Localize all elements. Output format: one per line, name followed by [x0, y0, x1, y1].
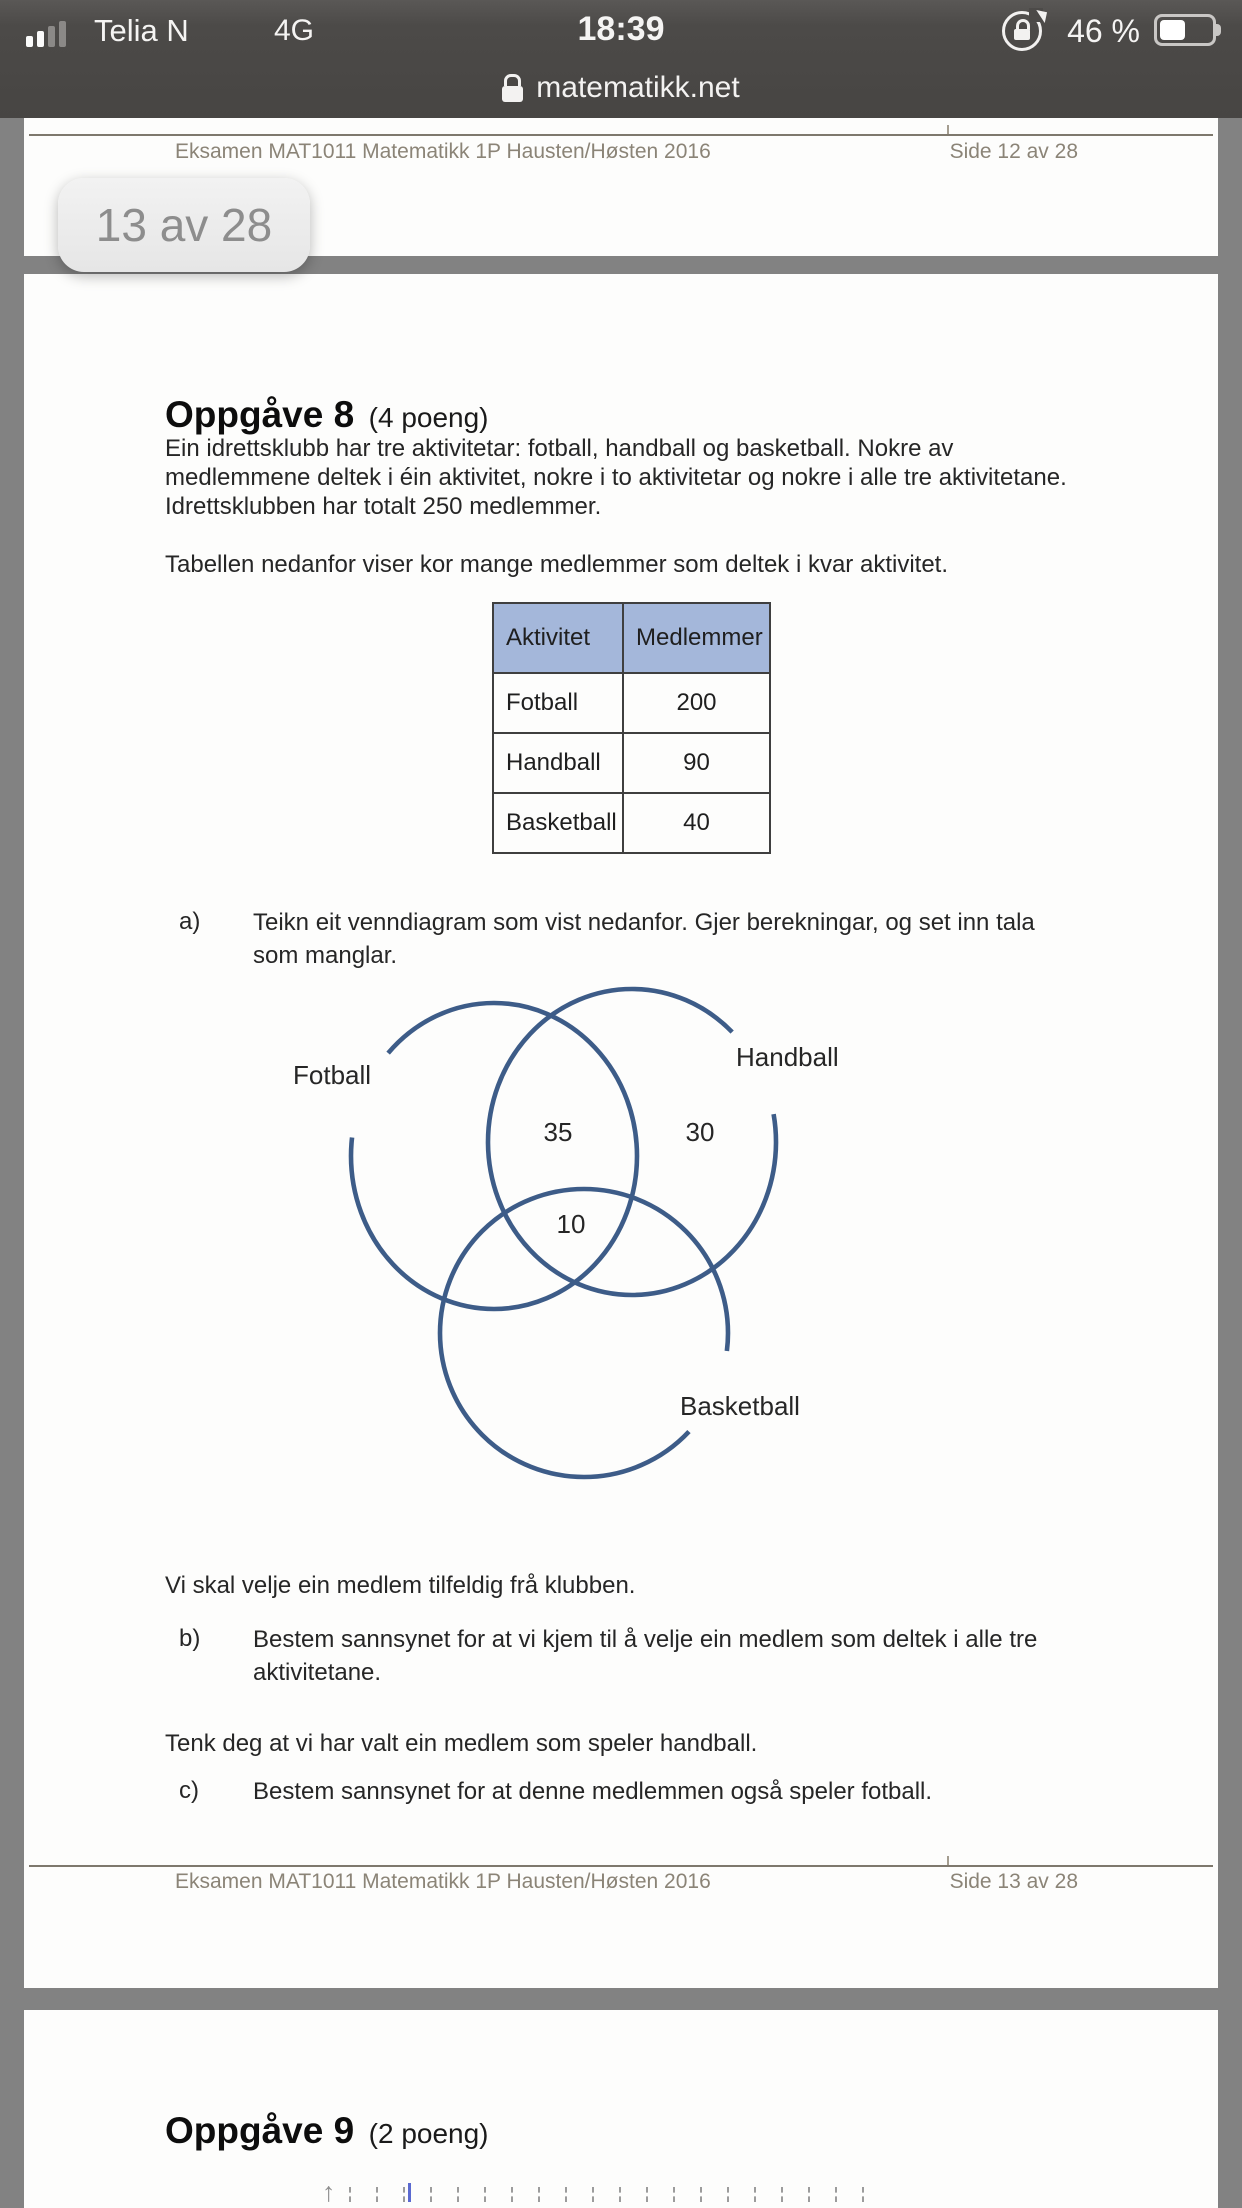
- footer-page-number: Side 13 av 28: [949, 1870, 1078, 1893]
- col-medlemmer: Medlemmer: [623, 603, 770, 673]
- rotation-lock-body: [1014, 29, 1030, 40]
- footer-page-number: Side 12 av 28: [949, 140, 1078, 163]
- venn-label-fotball: Fotball: [293, 1060, 372, 1090]
- cell-activity: Basketball: [493, 793, 623, 853]
- gridline-tick: [592, 2187, 594, 2202]
- col-aktivitet: Aktivitet: [493, 603, 623, 673]
- blue-gridline-tick: [408, 2183, 411, 2202]
- cell-activity: Fotball: [493, 673, 623, 733]
- cell-members: 90: [623, 733, 770, 793]
- table-header-row: [493, 603, 770, 673]
- battery-nub: [1216, 24, 1221, 36]
- footer-rule: [29, 1865, 1213, 1867]
- question-b-label: b): [179, 1625, 201, 1652]
- pdf-viewer[interactable]: [0, 118, 1242, 2208]
- pdf-page-13: [24, 274, 1218, 1988]
- handball-note: Tenk deg at vi har valt ein medlem som speler handball.: [165, 1730, 758, 1757]
- venn-label-handball: Handball: [736, 1042, 839, 1072]
- venn-value-fotball-handball: 35: [543, 1117, 573, 1147]
- table-caption: Tabellen nedanfor viser kor mange medlemmer som deltek i kvar aktivitet.: [165, 551, 948, 578]
- venn-label-basketball: Basketball: [680, 1391, 800, 1421]
- footer-rule-tick: [947, 125, 949, 134]
- gridline-tick: [862, 2187, 864, 2202]
- page-indicator-badge: 13 av 28: [58, 178, 310, 272]
- gridline-tick: [835, 2187, 837, 2202]
- gridline-tick: [619, 2187, 621, 2202]
- cell-activity: Handball: [493, 733, 623, 793]
- network-type-label: 4G: [274, 14, 315, 47]
- chart-top-edge: [322, 2177, 889, 2207]
- task-9-points: (2 poeng): [368, 2118, 489, 2149]
- venn-value-handball-only: 30: [685, 1117, 715, 1147]
- table-row: [493, 673, 770, 733]
- y-axis-arrow-icon: ↑: [322, 2177, 336, 2207]
- gridline-tick: [484, 2187, 486, 2202]
- https-lock-icon: [502, 74, 523, 102]
- battery-fill: [1160, 20, 1185, 40]
- gridline-tick: [403, 2187, 405, 2202]
- question-b-text: Bestem sannsynet for at vi kjem til å velje ein medlem som deltek i alle tre aktivitetane.: [253, 1626, 1038, 1686]
- gridline-tick: [727, 2187, 729, 2202]
- carrier-label: Telia N: [94, 13, 189, 48]
- pdf-page-14: [24, 2010, 1218, 2208]
- gridline-tick: [673, 2187, 675, 2202]
- footer-left-label: Eksamen MAT1011 Matematikk 1P Hausten/Høsten 2016: [175, 140, 711, 163]
- safari-url-bar[interactable]: [0, 60, 1242, 116]
- rotation-lock-arrow: [1034, 10, 1047, 23]
- select-note: Vi skal velje ein medlem tilfeldig frå klubben.: [165, 1572, 636, 1599]
- task-8-intro: Ein idrettsklubb har tre aktivitetar: fotball, handball og basketball. Nokre av medlemmene deltek i éin aktivitet, nokre i to aktivitetar og nokre i alle tre aktivitetane. Idrettsklubben har totalt 250 medlemmer.: [165, 435, 1067, 520]
- question-a-text: Teikn eit venndiagram som vist nedanfor. Gjer berekningar, og set inn tala som manglar.: [253, 909, 1035, 969]
- task-8-points: (4 poeng): [368, 402, 489, 433]
- url-domain-label: matematikk.net: [536, 71, 740, 104]
- status-bar: [0, 0, 1242, 118]
- footer-left-label: Eksamen MAT1011 Matematikk 1P Hausten/Høsten 2016: [175, 1870, 711, 1893]
- gridline-tick: [349, 2187, 351, 2202]
- footer-rule: [29, 134, 1213, 136]
- gridline-tick: [565, 2187, 567, 2202]
- venn-circle-fotball: [351, 1003, 637, 1309]
- battery-icon: [1154, 14, 1216, 46]
- gridline-tick: [511, 2187, 513, 2202]
- page-footer: [24, 1870, 1218, 1894]
- footer-rule-tick: [947, 1856, 949, 1865]
- venn-circle-handball: [488, 989, 776, 1295]
- gridline-tick: [754, 2187, 756, 2202]
- page-footer: [24, 140, 1218, 164]
- members-table: [492, 602, 771, 854]
- task-9-title: Oppgåve 9: [165, 2110, 355, 2151]
- clock-label: 18:39: [577, 10, 665, 48]
- gridline-tick: [376, 2187, 378, 2202]
- venn-value-all-three: 10: [556, 1209, 586, 1239]
- rotation-lock-icon: [1002, 11, 1042, 51]
- cell-members: 200: [623, 673, 770, 733]
- cell-members: 40: [623, 793, 770, 853]
- question-c-label: c): [179, 1777, 199, 1804]
- question-a-label: a): [179, 908, 201, 935]
- table-row: [493, 793, 770, 853]
- gridline-tick: [538, 2187, 540, 2202]
- task-8-title: Oppgåve 8: [165, 394, 355, 435]
- gridline-tick: [430, 2187, 432, 2202]
- question-c-text: Bestem sannsynet for at denne medlemmen også speler fotball.: [253, 1778, 933, 1805]
- battery-percent-label: 46 %: [1067, 13, 1140, 49]
- gridline-tick: [808, 2187, 810, 2202]
- gridline-tick: [700, 2187, 702, 2202]
- table-row: [493, 733, 770, 793]
- gridline-tick: [781, 2187, 783, 2202]
- gridline-tick: [457, 2187, 459, 2202]
- gridline-tick: [646, 2187, 648, 2202]
- task-8-heading: [165, 394, 489, 436]
- task-9-heading: [165, 2110, 489, 2152]
